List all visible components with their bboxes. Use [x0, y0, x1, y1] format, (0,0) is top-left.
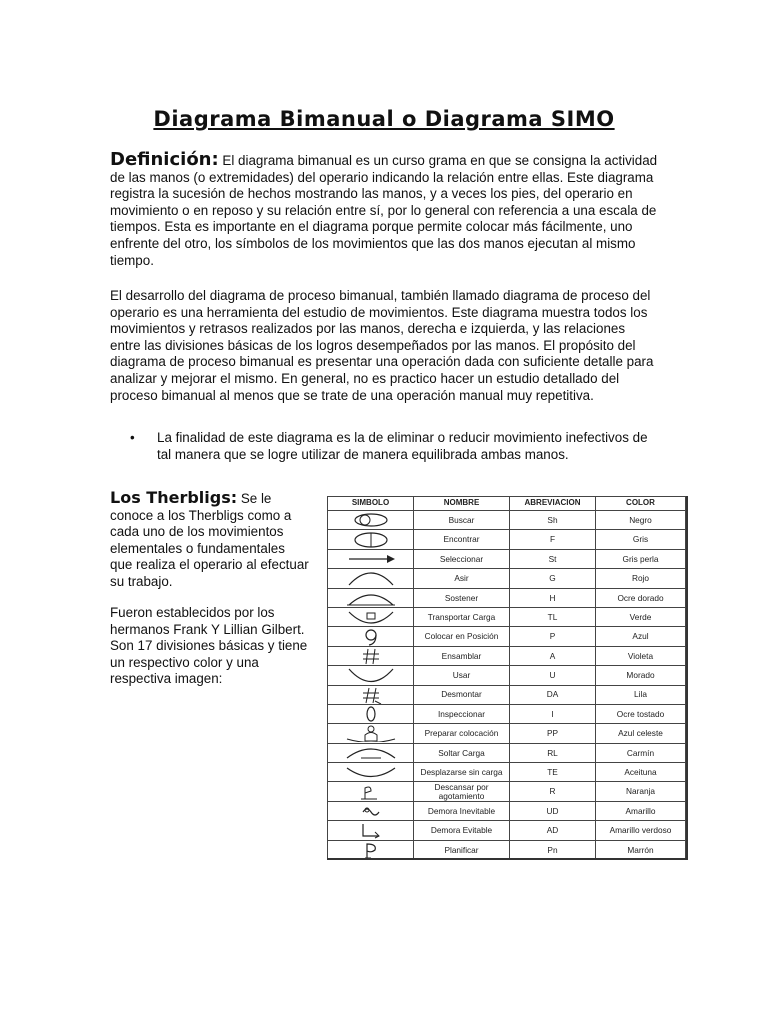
- name-cell: Sostener: [414, 588, 510, 607]
- preparar-colocacion-icon: [328, 724, 413, 742]
- table-row: [328, 569, 686, 588]
- table-row: [328, 782, 686, 801]
- abbreviation-cell: AD: [510, 821, 596, 840]
- asir-icon: [328, 569, 413, 587]
- symbol-cell: [328, 782, 414, 801]
- demora-inevitable-icon: [328, 802, 413, 820]
- abbreviation-cell: UD: [510, 801, 596, 820]
- abbreviation-cell: TE: [510, 763, 596, 782]
- abbreviation-cell: G: [510, 569, 596, 588]
- abbreviation-cell: Sh: [510, 511, 596, 530]
- symbol-cell: [328, 821, 414, 840]
- color-cell: Morado: [596, 666, 686, 685]
- table-row: [328, 549, 686, 568]
- abbreviation-cell: P: [510, 627, 596, 646]
- abbreviation-cell: TL: [510, 607, 596, 626]
- abbreviation-cell: F: [510, 530, 596, 549]
- symbol-cell: [328, 724, 414, 743]
- abbreviation-cell: DA: [510, 685, 596, 704]
- table-header-row: [328, 497, 686, 511]
- seleccionar-icon: [328, 550, 413, 568]
- table-row: [328, 821, 686, 840]
- encontrar-icon: [328, 531, 413, 549]
- table-shadow-bottom: [327, 858, 688, 860]
- therbligs-table: [327, 496, 686, 860]
- inspeccionar-icon: [328, 705, 413, 723]
- descansar-icon: [328, 783, 413, 801]
- page-title: Diagrama Bimanual o Diagrama SIMO: [153, 107, 615, 131]
- color-cell: Azul celeste: [596, 724, 686, 743]
- color-cell: Verde: [596, 607, 686, 626]
- table-row: [328, 530, 686, 549]
- header-abreviacion: ABREVIACION: [510, 497, 596, 511]
- color-cell: Amarillo verdoso: [596, 821, 686, 840]
- definition-text: El diagrama bimanual es un curso grama en que se consigna la actividad de las manos (o extremidades) del operario indicando la relación entre ellas. Este diagrama registra la sucesión de hechos mostrando las manos, y a veces los pies, del operario en movimiento o en reposo y su relación entre sí, por lo general con referencia a una escala de tiempos. Esta es importante en el diagrama porque permite colocar más fácilmente, uno enfrente del otro, los símbolos de los movimientos que las dos manos ejecutan al mismo tiempo.: [110, 153, 658, 268]
- usar-icon: [328, 666, 413, 684]
- name-cell: Asir: [414, 569, 510, 588]
- table-row: [328, 646, 686, 665]
- process-paragraph: El desarrollo del diagrama de proceso bimanual, también llamado diagrama de proceso del operario es una herramienta del estudio de movimientos. Este diagrama muestra todos los movimientos y retrasos realizados por las manos, derecha e izquierda, y las relaciones entre las divisiones básicas de los logros desempeñados por las manos. El propósito del diagrama de proceso bimanual es presentar una operación dada con suficiente detalle para analizar y mejorar el mismo. En general, no es practico hacer un estudio detallado del proceso bimanual al menos que se trate de una operación manual muy repetitiva.: [110, 288, 654, 403]
- desmontar-icon: [328, 686, 413, 704]
- soltar-carga-icon: [328, 744, 413, 762]
- symbol-cell: [328, 801, 414, 820]
- abbreviation-cell: H: [510, 588, 596, 607]
- name-cell: Desmontar: [414, 685, 510, 704]
- symbol-cell: [328, 704, 414, 723]
- abbreviation-cell: R: [510, 782, 596, 801]
- table-row: [328, 588, 686, 607]
- header-simbolo: SIMBOLO: [328, 497, 414, 511]
- color-cell: Naranja: [596, 782, 686, 801]
- symbol-cell: [328, 840, 414, 859]
- header-color: COLOR: [596, 497, 686, 511]
- symbol-cell: [328, 530, 414, 549]
- color-cell: Lila: [596, 685, 686, 704]
- planificar-icon: [328, 841, 413, 859]
- abbreviation-cell: I: [510, 704, 596, 723]
- symbol-cell: [328, 549, 414, 568]
- name-cell: Demora Inevitable: [414, 801, 510, 820]
- table-row: [328, 724, 686, 743]
- desplazarse-sin-carga-icon: [328, 763, 413, 781]
- name-cell: Usar: [414, 666, 510, 685]
- abbreviation-cell: PP: [510, 724, 596, 743]
- definition-paragraph: [110, 149, 658, 269]
- table-row: [328, 801, 686, 820]
- name-cell: Inspeccionar: [414, 704, 510, 723]
- color-cell: Gris: [596, 530, 686, 549]
- gilbert-paragraph: Fueron establecidos por los hermanos Frank Y Lillian Gilbert. Son 17 divisiones básicas y tiene un respectivo color y una respectiva imagen:: [110, 605, 308, 687]
- table-shadow-right: [686, 496, 688, 860]
- name-cell: Ensamblar: [414, 646, 510, 665]
- name-cell: Buscar: [414, 511, 510, 530]
- demora-evitable-icon: [328, 821, 413, 839]
- symbol-cell: [328, 569, 414, 588]
- name-cell: Colocar en Posición: [414, 627, 510, 646]
- header-nombre: NOMBRE: [414, 497, 510, 511]
- table-row: [328, 743, 686, 762]
- table-row: [328, 607, 686, 626]
- table-row: [328, 666, 686, 685]
- table-row: [328, 704, 686, 723]
- symbol-cell: [328, 646, 414, 665]
- transportar-carga-icon: [328, 608, 413, 626]
- symbol-cell: [328, 511, 414, 530]
- buscar-icon: [328, 511, 413, 529]
- name-cell: Soltar Carga: [414, 743, 510, 762]
- therbligs-paragraph: [110, 490, 310, 591]
- name-cell: Descansar por agotamiento: [414, 782, 510, 801]
- therbligs-heading: Los Therbligs:: [110, 488, 238, 507]
- color-cell: Marrón: [596, 840, 686, 859]
- color-cell: Aceituna: [596, 763, 686, 782]
- name-cell: Seleccionar: [414, 549, 510, 568]
- table-row: [328, 627, 686, 646]
- table-row: [328, 840, 686, 859]
- table-row: [328, 763, 686, 782]
- color-cell: Carmín: [596, 743, 686, 762]
- name-cell: Desplazarse sin carga: [414, 763, 510, 782]
- color-cell: Rojo: [596, 569, 686, 588]
- symbol-cell: [328, 588, 414, 607]
- therbligs-text: Se le conoce a los Therbligs como a cada uno de los movimientos elementales o fundamentales que realiza el operario al efectuar su trabajo.: [110, 491, 309, 589]
- symbol-cell: [328, 607, 414, 626]
- symbol-cell: [328, 743, 414, 762]
- bullet-text: La finalidad de este diagrama es la de eliminar o reducir movimiento inefectivos de tal manera que se logre utilizar de manera equilibrada ambas manos.: [157, 430, 648, 462]
- name-cell: Transportar Carga: [414, 607, 510, 626]
- symbol-cell: [328, 685, 414, 704]
- abbreviation-cell: U: [510, 666, 596, 685]
- color-cell: Ocre dorado: [596, 588, 686, 607]
- color-cell: Negro: [596, 511, 686, 530]
- symbol-cell: [328, 627, 414, 646]
- therbligs-table-container: [327, 496, 687, 860]
- symbol-cell: [328, 666, 414, 685]
- color-cell: Violeta: [596, 646, 686, 665]
- abbreviation-cell: Pn: [510, 840, 596, 859]
- symbol-cell: [328, 763, 414, 782]
- definition-heading: Definición:: [110, 149, 219, 170]
- name-cell: Encontrar: [414, 530, 510, 549]
- color-cell: Amarillo: [596, 801, 686, 820]
- ensamblar-icon: [328, 647, 413, 665]
- abbreviation-cell: RL: [510, 743, 596, 762]
- color-cell: Gris perla: [596, 549, 686, 568]
- color-cell: Azul: [596, 627, 686, 646]
- abbreviation-cell: A: [510, 646, 596, 665]
- name-cell: Demora Evitable: [414, 821, 510, 840]
- colocar-en-posicion-icon: [328, 628, 413, 646]
- bullet-icon: •: [130, 430, 135, 445]
- table-row: [328, 685, 686, 704]
- sostener-icon: [328, 589, 413, 607]
- color-cell: Ocre tostado: [596, 704, 686, 723]
- name-cell: Preparar colocación: [414, 724, 510, 743]
- name-cell: Planificar: [414, 840, 510, 859]
- table-row: [328, 511, 686, 530]
- abbreviation-cell: St: [510, 549, 596, 568]
